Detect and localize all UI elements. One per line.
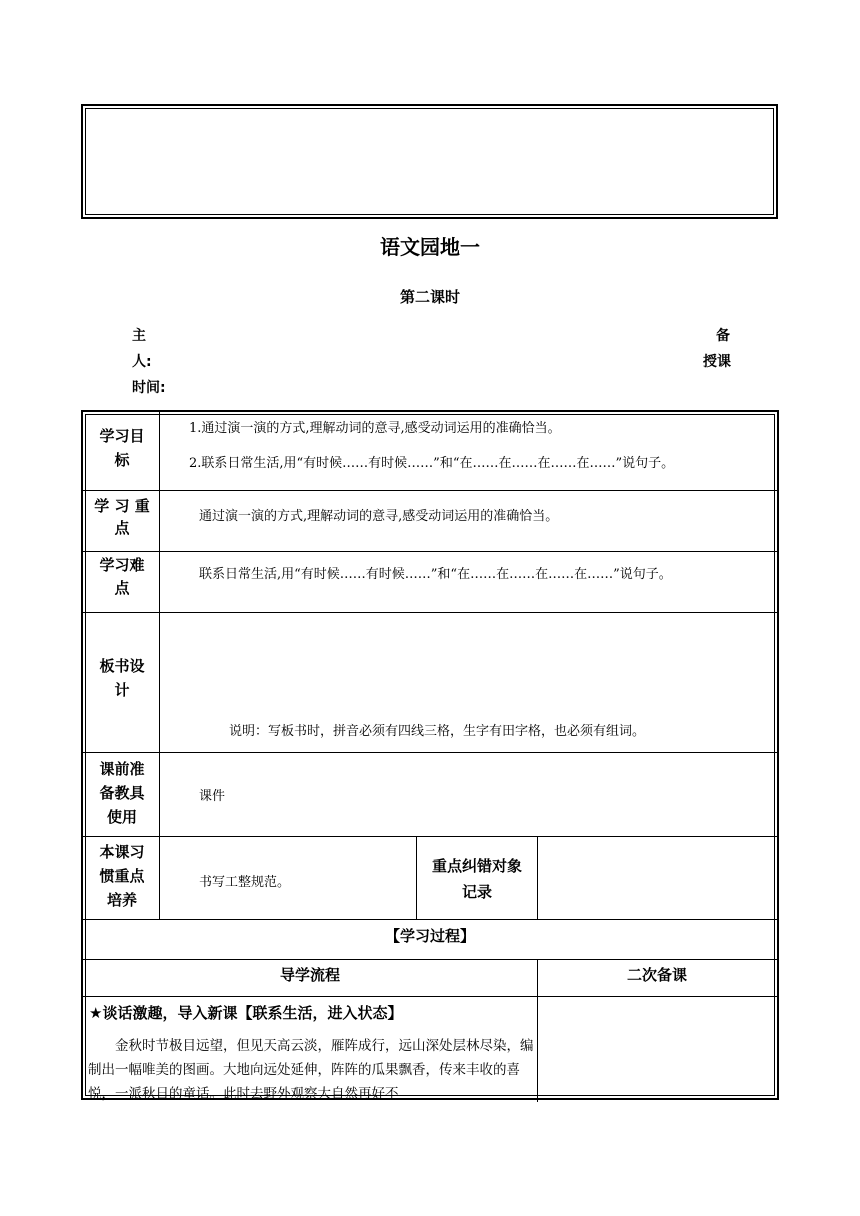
habits-label-line2: 惯重点 xyxy=(99,867,145,885)
tools-label-line2: 备教具 xyxy=(99,784,145,802)
meta-shouke: 授课 xyxy=(703,354,731,370)
section-title: ★谈话激趣，导入新课【联系生活，进入状态】 xyxy=(89,1004,403,1022)
objectives-label-line1: 学习目 xyxy=(99,427,145,445)
objective-item-1: 1.通过演一演的方式,理解动词的意寻,感受动词运用的准确恰当。 xyxy=(189,421,561,436)
correction-label-line2: 记录 xyxy=(461,883,492,901)
key-points-content: 通过演一演的方式,理解动词的意寻,感受动词运用的准确恰当。 xyxy=(199,509,559,524)
objective-item-2: 2.联系日常生活,用“有时候……有时候……”和“在……在……在……在……”说句子。 xyxy=(189,456,675,471)
board-note: 说明：写板书时，拼音必须有四线三格，生字有田字格，也必须有组词。 xyxy=(229,724,646,739)
lesson-plan-table xyxy=(81,410,779,1100)
tools-label-line1: 课前准 xyxy=(99,760,145,778)
meta-zhu: 主 xyxy=(132,328,146,344)
board-label-line2: 计 xyxy=(114,681,130,699)
meta-ren: 人: xyxy=(132,354,152,370)
meta-bei: 备 xyxy=(716,328,730,344)
tools-content: 课件 xyxy=(199,789,226,804)
difficulties-content: 联系日常生活,用“有时候……有时候……”和“在……在……在……在……”说句子。 xyxy=(199,567,672,582)
intro-paragraph: 金秋时节极目远望，但见天高云淡，雁阵成行，远山深处层林尽染，编制出一幅唯美的图画。大地向远处延伸，阵阵的瓜果飘香，传来丰收的喜悦，一派秋日的童话。此时去野外观察大自然再好不 xyxy=(88,1038,534,1102)
habits-content: 书写工整规范。 xyxy=(199,875,291,890)
key-points-label-line1: 学 习 重 xyxy=(94,497,150,515)
board-label-line1: 板书设 xyxy=(99,657,145,675)
col-flow-header: 导学流程 xyxy=(279,966,340,984)
correction-label-line1: 重点纠错对象 xyxy=(431,857,522,875)
process-header: 【学习过程】 xyxy=(384,927,475,945)
page-title: 语文园地一 xyxy=(380,235,480,259)
page-subtitle: 第二课时 xyxy=(399,288,460,306)
meta-shijian: 时间: xyxy=(132,380,166,396)
difficulties-label-line1: 学习难 xyxy=(99,556,145,574)
difficulties-label-line2: 点 xyxy=(114,579,130,597)
col-second-header: 二次备课 xyxy=(626,966,687,984)
top-blank-box xyxy=(81,104,778,219)
objectives-label-line2: 标 xyxy=(114,451,130,469)
habits-label-line1: 本课习 xyxy=(99,843,145,861)
habits-label-line3: 培养 xyxy=(106,891,137,909)
key-points-label-line2: 点 xyxy=(114,519,130,537)
tools-label-line3: 使用 xyxy=(106,808,137,826)
